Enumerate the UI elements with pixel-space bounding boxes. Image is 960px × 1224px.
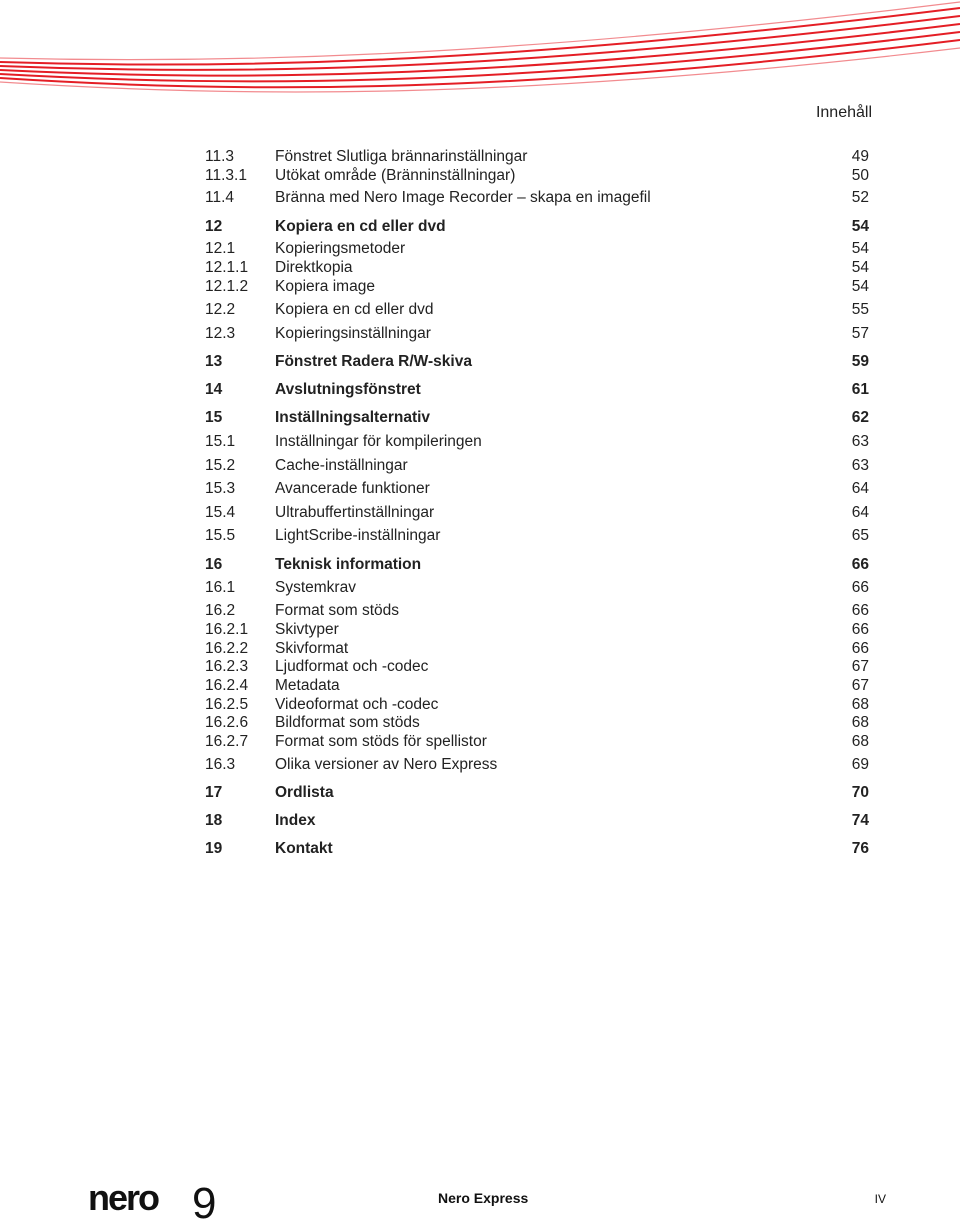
- toc-section-row[interactable]: [205, 239, 869, 259]
- toc-entry-number: 16.2.4: [205, 677, 249, 694]
- toc-entry-title: Utökat område (Bränninställningar): [275, 167, 516, 184]
- toc-section-row[interactable]: [205, 324, 869, 344]
- toc-entry-title: LightScribe-inställningar: [275, 527, 441, 544]
- toc-entry-number: 19: [205, 840, 223, 857]
- toc-entry-number: 12.1.1: [205, 259, 249, 276]
- toc-entry-page: 66: [851, 621, 869, 638]
- toc-entry-number: 12: [205, 218, 223, 235]
- toc-section-row[interactable]: [205, 147, 869, 167]
- toc-entry-number: 16.1: [205, 579, 236, 596]
- toc-section-row[interactable]: [205, 639, 869, 659]
- toc-chapter-row[interactable]: [205, 555, 869, 575]
- toc-entry-title: Direktkopia: [275, 259, 353, 276]
- toc-entry-title: Teknisk information: [275, 556, 422, 573]
- toc-chapter-row[interactable]: [205, 811, 869, 831]
- toc-entry-page: 59: [851, 353, 869, 370]
- toc-entry-page: 54: [851, 218, 869, 235]
- nero-logo: [88, 1176, 228, 1224]
- toc-chapter-row[interactable]: [205, 217, 869, 237]
- toc-entry-page: 64: [851, 480, 869, 497]
- toc-entry-page: 74: [851, 812, 869, 829]
- toc-entry-title: Ultrabuffertinställningar: [275, 504, 435, 521]
- toc-entry-page: 57: [851, 325, 869, 342]
- toc-entry-title: Kopiera en cd eller dvd: [275, 301, 434, 318]
- toc-entry-number: 12.3: [205, 325, 236, 342]
- toc-entry-number: 15.1: [205, 433, 236, 450]
- toc-entry-number: 15.2: [205, 457, 236, 474]
- toc-entry-page: 61: [851, 381, 869, 398]
- toc-entry-page: 70: [851, 784, 869, 801]
- toc-entry-title: Olika versioner av Nero Express: [275, 756, 498, 773]
- toc-chapter-row[interactable]: [205, 408, 869, 428]
- toc-chapter-row[interactable]: [205, 380, 869, 400]
- toc-entry-page: 55: [851, 301, 869, 318]
- toc-section-row[interactable]: [205, 258, 869, 278]
- toc-entry-number: 16.2.7: [205, 733, 249, 750]
- toc-entry-number: 12.1.2: [205, 278, 249, 295]
- toc-entry-title: Cache-inställningar: [275, 457, 408, 474]
- toc-entry-number: 12.1: [205, 240, 236, 257]
- toc-chapter-row[interactable]: [205, 352, 869, 372]
- toc-entry-title: Ljudformat och -codec: [275, 658, 429, 675]
- toc-entry-page: 54: [851, 259, 869, 276]
- toc-entry-title: Systemkrav: [275, 579, 356, 596]
- toc-entry-page: 54: [851, 278, 869, 295]
- toc-entry-number: 18: [205, 812, 223, 829]
- toc-entry-number: 13: [205, 353, 223, 370]
- toc-entry-title: Skivtyper: [275, 621, 339, 638]
- toc-entry-title: Fönstret Radera R/W-skiva: [275, 353, 472, 370]
- toc-entry-number: 11.4: [205, 189, 235, 206]
- toc-entry-page: 52: [851, 189, 869, 206]
- toc-entry-page: 63: [851, 457, 869, 474]
- toc-entry-page: 62: [851, 409, 869, 426]
- toc-entry-page: 69: [851, 756, 869, 773]
- toc-entry-title: Kopieringsinställningar: [275, 325, 431, 342]
- toc-entry-title: Metadata: [275, 677, 340, 694]
- toc-entry-title: Format som stöds: [275, 602, 400, 619]
- toc-section-row[interactable]: [205, 676, 869, 696]
- toc-chapter-row[interactable]: [205, 839, 869, 859]
- toc-entry-title: Kontakt: [275, 840, 333, 857]
- toc-entry-page: 50: [851, 167, 869, 184]
- toc-entry-page: 67: [851, 677, 869, 694]
- toc-entry-number: 16: [205, 556, 223, 573]
- toc-entry-page: 68: [851, 733, 869, 750]
- toc-section-row[interactable]: [205, 713, 869, 733]
- toc-entry-title: Kopieringsmetoder: [275, 240, 406, 257]
- toc-entry-title: Videoformat och -codec: [275, 696, 439, 713]
- toc-entry-number: 15.5: [205, 527, 236, 544]
- toc-section-row[interactable]: [205, 732, 869, 752]
- toc-entry-page: 66: [851, 556, 869, 573]
- toc-section-row[interactable]: [205, 620, 869, 640]
- toc-entry-page: 66: [851, 640, 869, 657]
- toc-section-row[interactable]: [205, 601, 869, 621]
- toc-section-row[interactable]: [205, 657, 869, 677]
- toc-entry-number: 16.2.1: [205, 621, 249, 638]
- toc-entry-page: 68: [851, 696, 869, 713]
- toc-section-row[interactable]: [205, 578, 869, 598]
- toc-section-row[interactable]: [205, 526, 869, 546]
- toc-entry-number: 16.2.5: [205, 696, 249, 713]
- toc-entry-number: 15.4: [205, 504, 236, 521]
- toc-section-row[interactable]: [205, 188, 869, 208]
- toc-entry-title: Ordlista: [275, 784, 334, 801]
- toc-section-row[interactable]: [205, 166, 869, 186]
- toc-entry-number: 15: [205, 409, 223, 426]
- toc-entry-page: 63: [851, 433, 869, 450]
- toc-entry-number: 11.3.1: [205, 167, 247, 184]
- footer-page-number: IV: [874, 1192, 886, 1206]
- toc-entry-page: 64: [851, 504, 869, 521]
- toc-section-row[interactable]: [205, 479, 869, 499]
- toc-entry-page: 49: [851, 148, 869, 165]
- toc-entry-number: 16.2.3: [205, 658, 249, 675]
- toc-entry-number: 15.3: [205, 480, 236, 497]
- toc-entry-page: 67: [851, 658, 869, 675]
- toc-entry-number: 16.2: [205, 602, 236, 619]
- toc-entry-title: Inställningar för kompileringen: [275, 433, 482, 450]
- svg-text:9: 9: [192, 1179, 217, 1224]
- toc-entry-page: 68: [851, 714, 869, 731]
- toc-entry-title: Avancerade funktioner: [275, 480, 430, 497]
- toc-entry-page: 66: [851, 602, 869, 619]
- toc-entry-title: Index: [275, 812, 316, 829]
- toc-section-row[interactable]: [205, 277, 869, 297]
- toc-entry-title: Fönstret Slutliga brännarinställningar: [275, 148, 528, 165]
- toc-entry-number: 14: [205, 381, 223, 398]
- toc-section-row[interactable]: [205, 300, 869, 320]
- toc-section-row[interactable]: [205, 695, 869, 715]
- header-swoosh-graphic: [0, 0, 960, 110]
- toc-section-row[interactable]: [205, 755, 869, 775]
- header-section-label: Innehåll: [815, 104, 872, 121]
- toc-section-row[interactable]: [205, 456, 869, 476]
- toc-entry-number: 16.2.6: [205, 714, 249, 731]
- footer-product-name: Nero Express: [438, 1190, 529, 1206]
- toc-entry-title: Format som stöds för spellistor: [275, 733, 487, 750]
- toc-entry-page: 76: [851, 840, 869, 857]
- toc-chapter-row[interactable]: [205, 783, 869, 803]
- toc-entry-number: 16.2.2: [205, 640, 249, 657]
- toc-entry-page: 65: [851, 527, 869, 544]
- toc-entry-number: 16.3: [205, 756, 236, 773]
- toc-entry-title: Skivformat: [275, 640, 349, 657]
- toc-entry-title: Bränna med Nero Image Recorder – skapa en imagefil: [275, 189, 651, 206]
- svg-text:nero: nero: [88, 1177, 159, 1218]
- toc-entry-title: Kopiera image: [275, 278, 375, 295]
- toc-entry-title: Avslutningsfönstret: [275, 381, 421, 398]
- toc-section-row[interactable]: [205, 503, 869, 523]
- toc-section-row[interactable]: [205, 432, 869, 452]
- toc-entry-title: Kopiera en cd eller dvd: [275, 218, 446, 235]
- toc-entry-page: 66: [851, 579, 869, 596]
- toc-entry-page: 54: [851, 240, 869, 257]
- toc-entry-number: 17: [205, 784, 223, 801]
- toc-entry-title: Inställningsalternativ: [275, 409, 431, 426]
- toc-entry-number: 11.3: [205, 148, 235, 165]
- toc-entry-title: Bildformat som stöds: [275, 714, 420, 731]
- toc-entry-number: 12.2: [205, 301, 236, 318]
